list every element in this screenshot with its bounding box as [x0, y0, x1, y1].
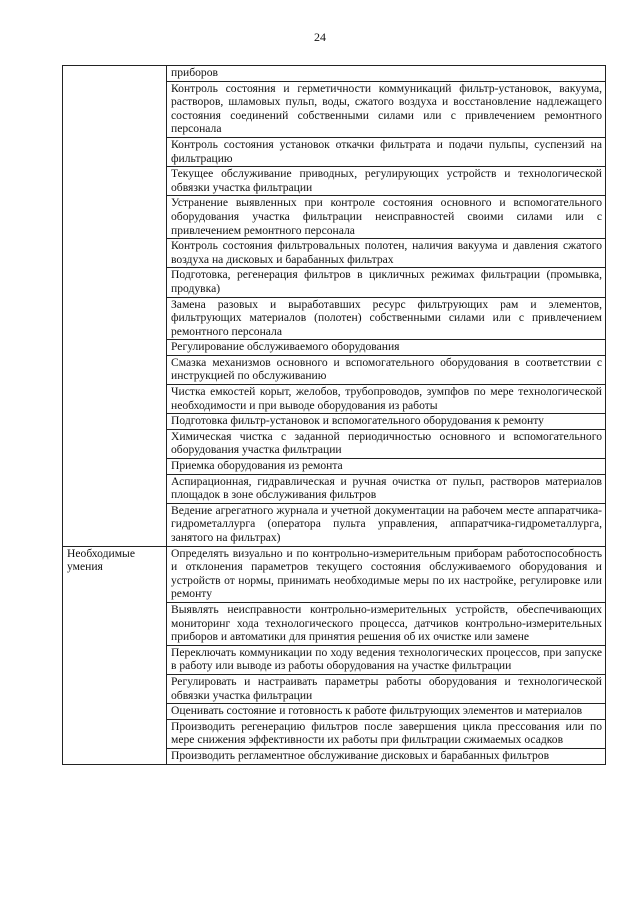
table-cell-item: Производить регенерацию фильтров после завершения цикла прессования или по мере снижения эффективности их работы при фильтрации сжимаемых осадков [167, 719, 606, 748]
table-cell-item: Текущее обслуживание приводных, регулирующих устройств и технологической обвязки участка фильтрации [167, 167, 606, 196]
page-number: 24 [314, 30, 326, 44]
table-cell-item: Замена разовых и выработавших ресурс фильтрующих рам и элементов, фильтрующих материалов (полотен) собственными силами или с привлечением ремонтного персонала [167, 297, 606, 340]
table-cell-item: Устранение выявленных при контроле состояния основного и вспомогательного оборудования участка фильтрации неисправностей своими силами или с привлечением ремонтного персонала [167, 196, 606, 239]
table-cell-item: Ведение агрегатного журнала и учетной документации на рабочем месте аппаратчика-гидрометаллурга (оператора пульта управления, аппаратчика-гидрометаллурга, занятого на фильтрах) [167, 503, 606, 546]
table-cell-item: Определять визуально и по контрольно-измерительным приборам работоспособность и отклонения параметров текущего состояния обслуживаемого оборудования и устройств от нормы, принимать необходимые меры по их настройке, регулировке или ремонту [167, 546, 606, 602]
table-cell-item: Аспирационная, гидравлическая и ручная очистка от пульп, растворов материалов площадок в зоне обслуживания фильтров [167, 474, 606, 503]
table-cell-item: Контроль состояния установок откачки фильтрата и подачи пульпы, суспензий на фильтрацию [167, 137, 606, 166]
table-cell-item: Контроль состояния и герметичности коммуникаций фильтр-установок, вакуума, растворов, шламовых пульп, воды, сжатого воздуха и восстановление надлежащего состояния соединений собственными силами или с привлечением ремонтного персонала [167, 81, 606, 137]
table-cell-item: Подготовка, регенерация фильтров в цикличных режимах фильтрации (промывка, продувка) [167, 268, 606, 297]
table-cell-item: Чистка емкостей корыт, желобов, трубопроводов, зумпфов по мере технологической необходимости и при выводе оборудования из работы [167, 385, 606, 414]
table-body [63, 66, 606, 765]
table-cell-item: приборов [167, 66, 606, 82]
table-cell-item: Регулировать и настраивать параметры работы оборудования и технологической обвязки участка фильтрации [167, 674, 606, 703]
table-row [63, 546, 606, 602]
table-cell-item: Переключать коммуникации по ходу ведения технологических процессов, при запуске в работу или выводе из работы оборудования на участке фильтрации [167, 645, 606, 674]
table-cell-item: Контроль состояния фильтровальных полотен, наличия вакуума и давления сжатого воздуха на дисковых и барабанных фильтрах [167, 239, 606, 268]
section-label: Необходимые умения [63, 546, 167, 764]
table-cell-item: Смазка механизмов основного и вспомогательного оборудования в соответствии с инструкцией по обслуживанию [167, 355, 606, 384]
table-cell-item: Производить регламентное обслуживание дисковых и барабанных фильтров [167, 748, 606, 764]
table-cell-item: Оценивать состояние и готовность к работе фильтрующих элементов и материалов [167, 704, 606, 720]
table-cell-item: Регулирование обслуживаемого оборудования [167, 340, 606, 356]
table-cell-item: Химическая чистка с заданной периодичностью основного и вспомогательного оборудования участка фильтрации [167, 429, 606, 458]
table-row [63, 66, 606, 82]
competency-table [62, 65, 606, 765]
table-cell-item: Подготовка фильтр-установок и вспомогательного оборудования к ремонту [167, 414, 606, 430]
table-cell-item: Выявлять неисправности контрольно-измерительных устройств, обеспечивающих мониторинг хода технологического процесса, датчиков контрольно-измерительных приборов и автоматики для принятия решения об их очистке или замене [167, 602, 606, 645]
section-label [63, 66, 167, 547]
table-cell-item: Приемка оборудования из ремонта [167, 459, 606, 475]
